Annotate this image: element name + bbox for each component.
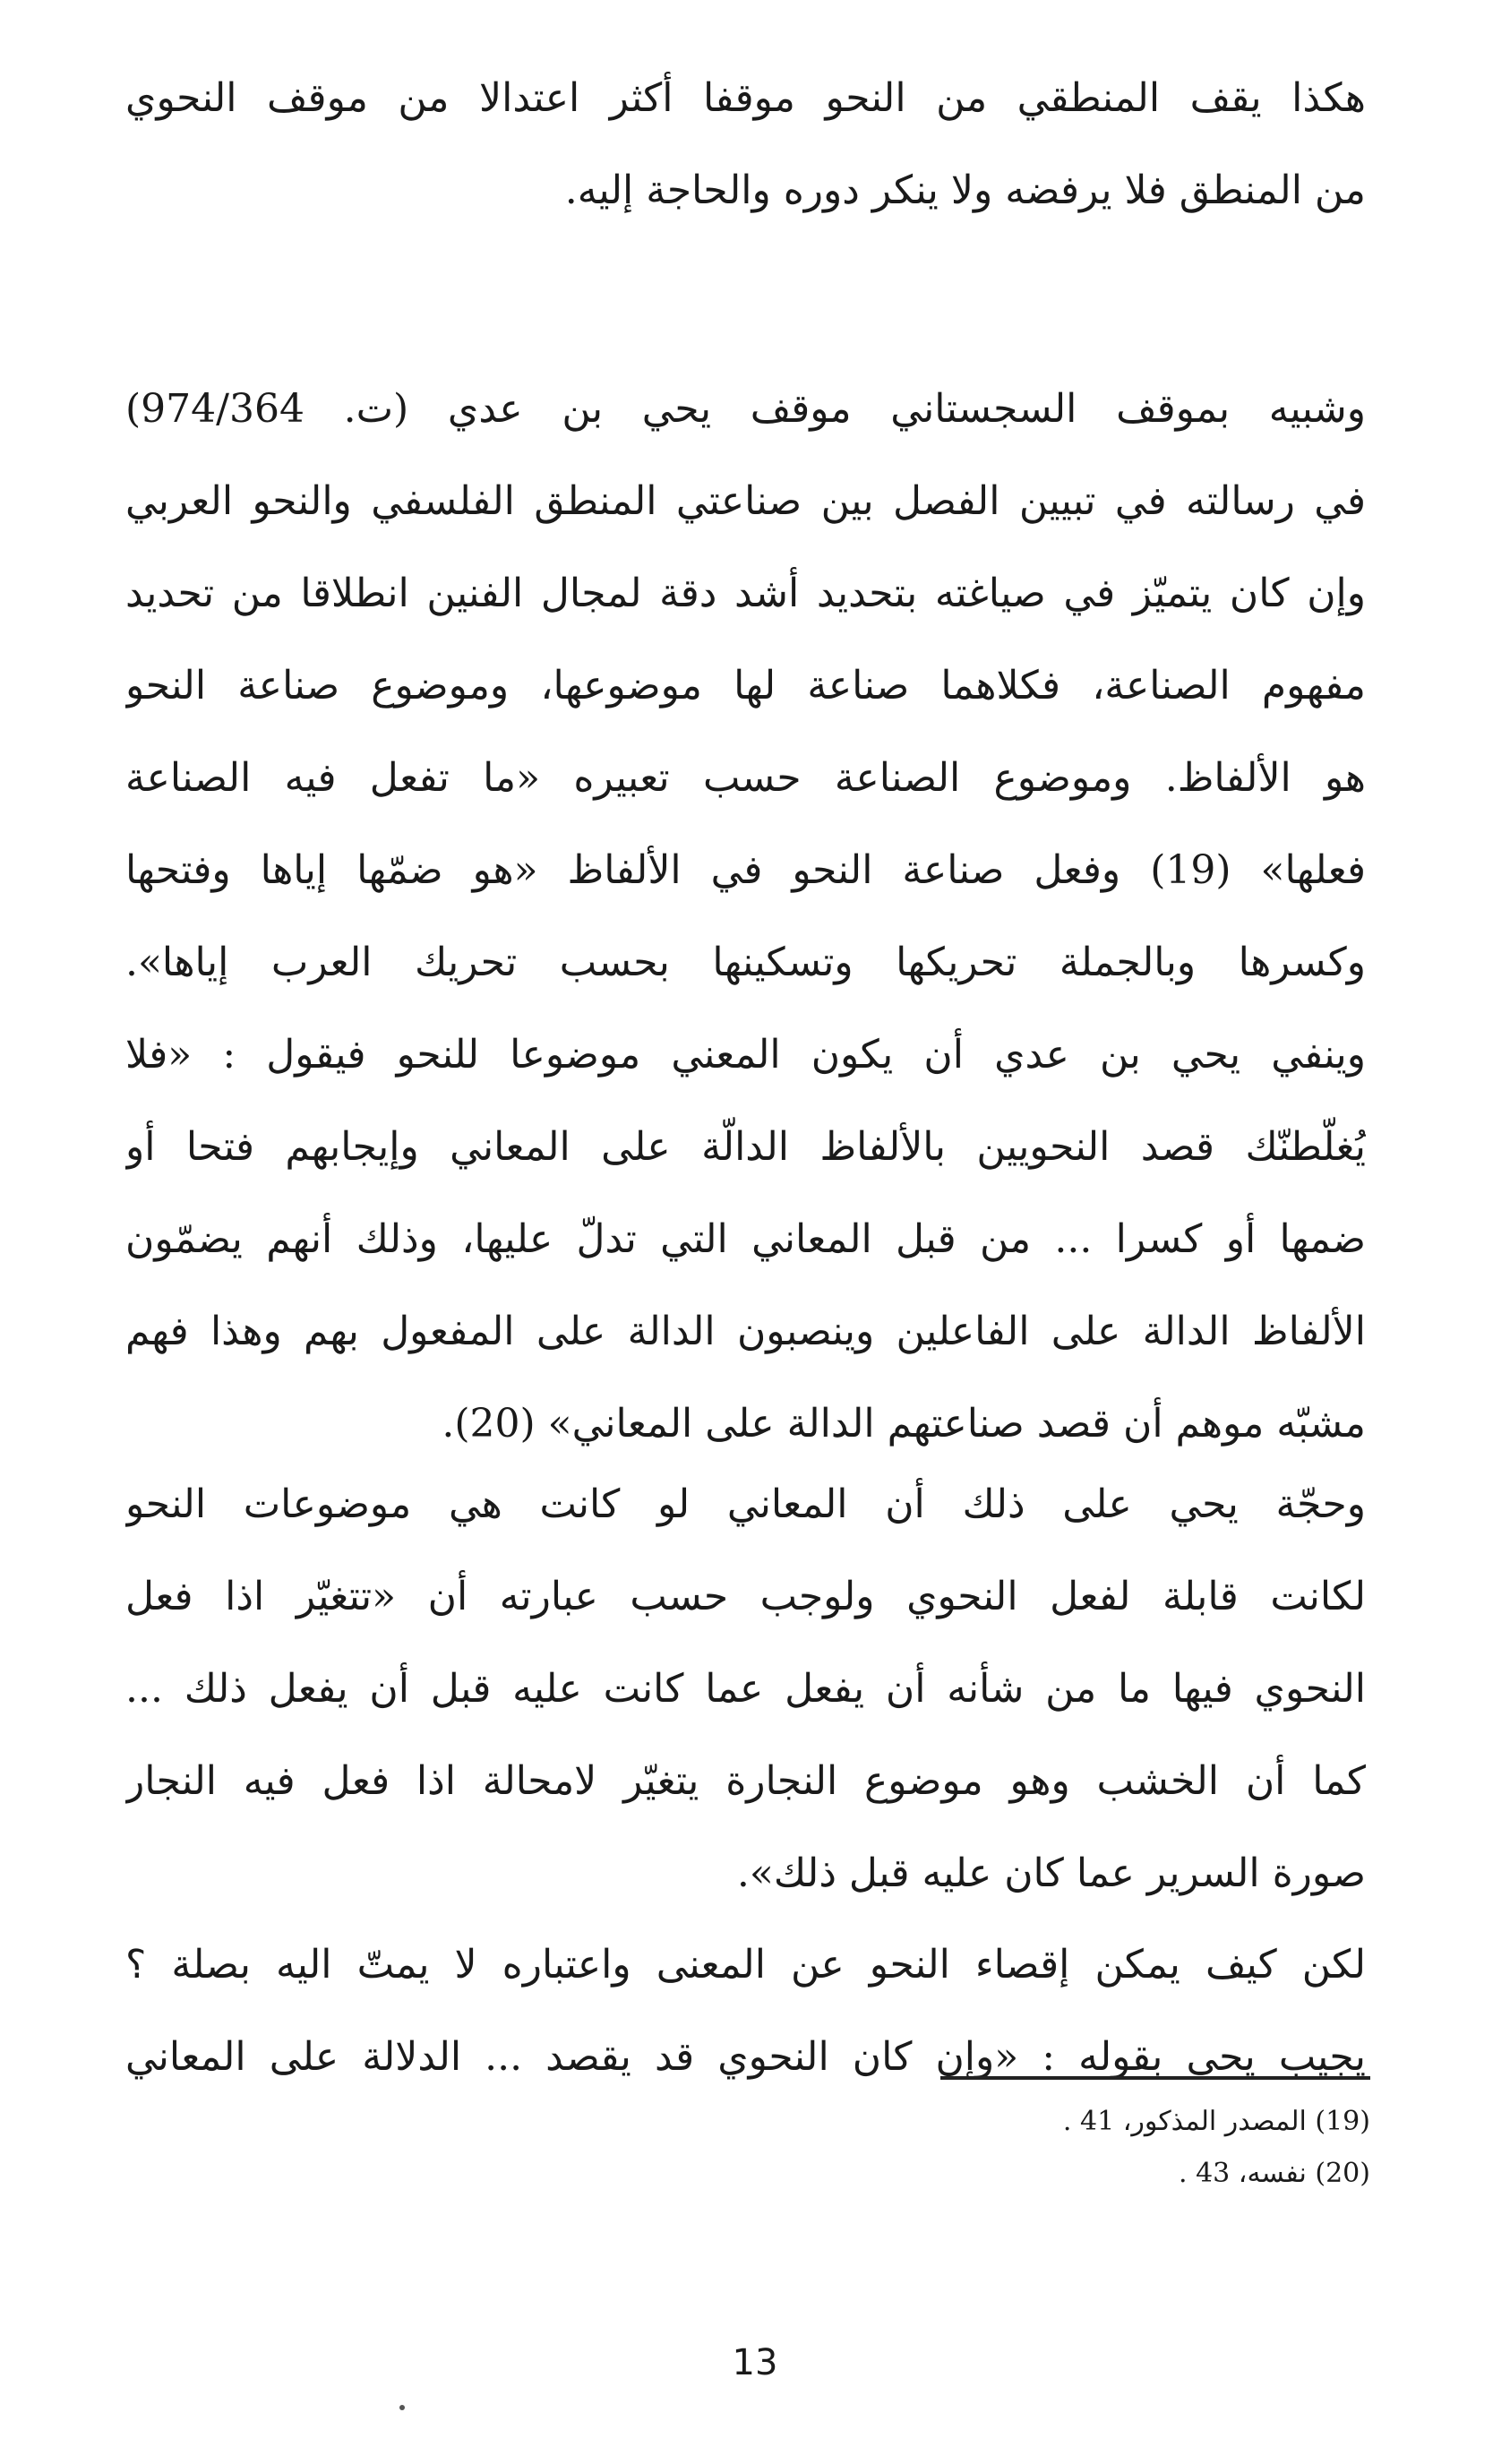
text-line: النحوي فيها ما من شأنه أن يفعل عما كانت عليه قبل أن يفعل ذلك ... [125,1666,1366,1712]
text-line: يجيب يحي بقوله : «وإن كان النحوي قد يقصد ... الدلالة على المعاني [125,2034,1366,2080]
text-line: وكسرها وبالجملة تحريكها وتسكينها بحسب تحريك العرب إياها». [125,940,1366,985]
scan-speck [399,2405,405,2410]
text-line: صورة السرير عما كان عليه قبل ذلك». [736,1850,1366,1896]
footnotes [878,2096,1370,2200]
footnote-19: (19) المصدر المذكور، 41 . [1062,2106,1370,2137]
text-line: مفهوم الصناعة، فكلاهما صناعة لها موضوعها، وموضوع صناعة النحو [125,663,1366,708]
text-line: في رسالته في تبيين الفصل بين صناعتي المنطق الفلسفي والنحو العربي [125,478,1366,524]
paragraph-2 [125,363,1366,1470]
footnote-20: (20) نفسه، 43 . [1178,2158,1370,2189]
text-line: كما أن الخشب وهو موضوع النجارة يتغيّر لامحالة اذا فعل فيه النجار [125,1758,1366,1804]
text-line: وحجّة يحي على ذلك أن المعاني لو كانت هي موضوعات النحو [125,1481,1366,1527]
text-line: الألفاظ الدالة على الفاعلين وينصبون الدالة على المفعول بهم وهذا فهم [125,1309,1366,1354]
text-line: لكن كيف يمكن إقصاء النحو عن المعنى واعتباره لا يمتّ اليه بصلة ؟ [125,1942,1366,1988]
text-line: وإن كان يتميّز في صياغته بتحديد أشد دقة لمجال الفنين انطلاقا من تحديد [125,571,1366,616]
text-line: لكانت قابلة لفعل النحوي ولوجب حسب عبارته أن «تتغيّر اذا فعل [125,1574,1366,1619]
text-line: ضمها أو كسرا ... من قبل المعاني التي تدلّ عليها، وذلك أنهم يضمّون [125,1216,1366,1262]
text-line: من المنطق فلا يرفضه ولا ينكر دوره والحاجة إليه. [564,167,1366,213]
text-line: مشبّه موهم أن قصد صناعتهم الدالة على المعاني» (20). [442,1401,1366,1447]
paragraph-3 [125,1458,1366,1919]
text-line: وشبيه بموقف السجستاني موقف يحي بن عدي (ت. 974/364) [125,386,1366,432]
page-number: 13 [732,2342,778,2383]
text-line: هكذا يقف المنطقي من النحو موقفا أكثر اعتدالا من موقف النحوي [125,75,1366,121]
footnote-separator [940,2076,1370,2080]
text-line: هو الألفاظ. وموضوع الصناعة حسب تعبيره «ما تفعل فيه الصناعة [125,755,1366,801]
text-line: وينفي يحي بن عدي أن يكون المعني موضوعا للنحو فيقول : «فلا [125,1032,1366,1077]
text-line: فعلها» (19) وفعل صناعة النحو في الألفاظ «هو ضمّها إياها وفتحها [125,847,1366,893]
text-line: يُغلّطنّك قصد النحويين بالألفاظ الدالّة على المعاني وإيجابهم فتحا أو [125,1124,1366,1170]
paragraph-1 [125,52,1366,236]
